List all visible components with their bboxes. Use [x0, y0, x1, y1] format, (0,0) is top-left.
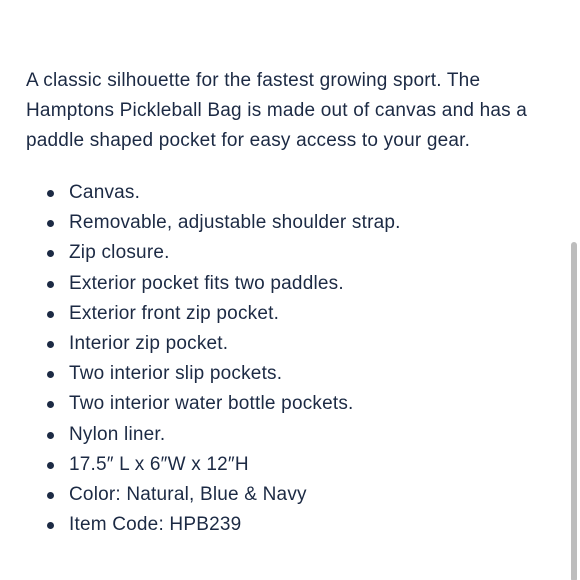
bullet-icon: [47, 341, 54, 348]
bullet-icon: [47, 371, 54, 378]
scrollbar-thumb[interactable]: [571, 242, 577, 580]
bullet-icon: [47, 220, 54, 227]
list-item: [26, 420, 556, 450]
list-item: [26, 329, 556, 359]
bullet-icon: [47, 432, 54, 439]
feature-list: [26, 178, 556, 540]
product-description: A classic silhouette for the fastest growing sport. The Hamptons Pickleball Bag is made out of canvas and has a paddle shaped pocket for easy access to your gear.: [26, 70, 528, 151]
bullet-icon: [47, 522, 54, 529]
list-item: [26, 450, 556, 480]
list-item: [26, 389, 556, 419]
feature-text: 17.5″ L x 6″W x 12″H: [69, 453, 249, 475]
bullet-icon: [47, 462, 54, 469]
feature-text: Color: Natural, Blue & Navy: [69, 484, 307, 506]
list-item: [26, 510, 556, 540]
list-item: [26, 208, 556, 238]
feature-text: Two interior water bottle pockets.: [69, 393, 354, 415]
bullet-icon: [47, 311, 54, 318]
list-item: [26, 299, 556, 329]
bullet-icon: [47, 401, 54, 408]
feature-text: Removable, adjustable shoulder strap.: [69, 212, 401, 234]
list-item: [26, 238, 556, 268]
feature-text: Nylon liner.: [69, 423, 166, 445]
feature-text: Exterior front zip pocket.: [69, 302, 280, 324]
list-item: [26, 178, 556, 208]
feature-text: Two interior slip pockets.: [69, 363, 283, 385]
list-item: [26, 269, 556, 299]
feature-text: Exterior pocket fits two paddles.: [69, 272, 344, 294]
scrollbar[interactable]: [571, 0, 577, 580]
list-item: [26, 480, 556, 510]
bullet-icon: [47, 190, 54, 197]
feature-text: Canvas.: [69, 182, 141, 203]
feature-text: Zip closure.: [69, 242, 170, 264]
list-item: [26, 359, 556, 389]
feature-text: Interior zip pocket.: [69, 333, 229, 355]
feature-text: Item Code: HPB239: [69, 514, 242, 536]
bullet-icon: [47, 250, 54, 257]
bullet-icon: [47, 281, 54, 288]
product-details: [26, 66, 556, 540]
bullet-icon: [47, 492, 54, 499]
